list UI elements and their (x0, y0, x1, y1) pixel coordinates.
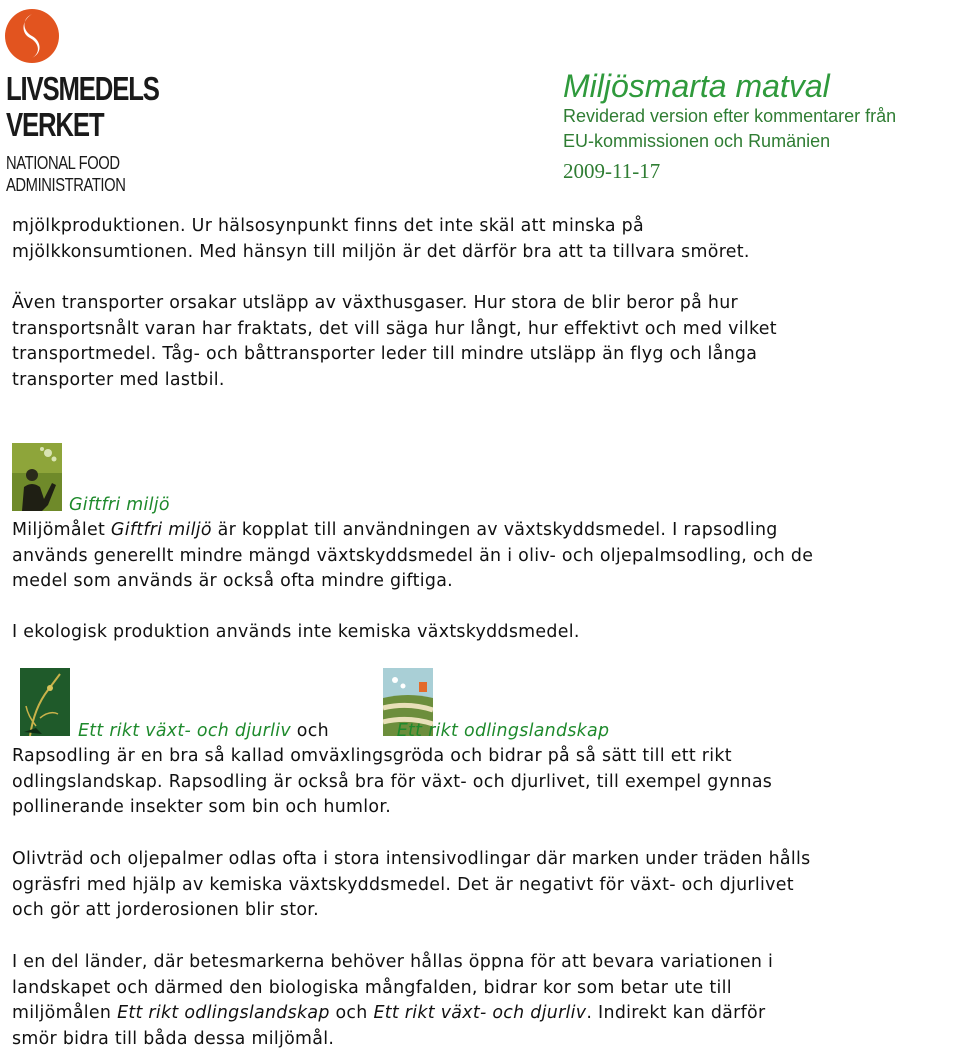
heading-join-text: och (290, 721, 335, 741)
text-run: och (329, 1003, 374, 1024)
document-header (563, 68, 896, 186)
section-heading-odlingslandskap: Ett rikt odlingslandskap (396, 721, 610, 741)
text-line: transportmedel. Tåg- och båttransporter leder till mindre utsläpp än flyg och långa (12, 344, 758, 365)
text-line: I en del länder, där betesmarkerna behöver hållas öppna för att bevara variationen i (12, 952, 774, 972)
paragraph-transport (12, 291, 957, 393)
plant-wildlife-icon (20, 668, 70, 736)
text-line: mjölkkonsumtionen. Med hänsyn till miljön är det därför bra att ta tillvara smöret. (12, 241, 750, 262)
paragraph-giftfri (12, 518, 957, 595)
logo-line-3: NATIONAL FOOD (6, 153, 120, 173)
paragraph-olivtrad (12, 847, 957, 924)
text-run-italic: Ett rikt växt- och djurliv (373, 1003, 587, 1024)
text-line: medel som används är också ofta mindre giftiga. (12, 571, 453, 592)
text-line: mjölkproduktionen. Ur hälsosynpunkt finns det inte skäl att minska på (12, 216, 644, 236)
section-heading-vaxt-djurliv: Ett rikt växt- och djurliv (78, 721, 291, 741)
document-subtitle-2: EU-kommissionen och Rumänien (563, 131, 831, 151)
text-run-italic: Giftfri miljö (110, 520, 212, 540)
text-line: pollinerande insekter som bin och humlor. (12, 797, 392, 818)
logo-line-4: ADMINISTRATION (6, 175, 126, 195)
document-subtitle-1: Reviderad version efter kommentarer från (563, 106, 897, 126)
paragraph-ekologisk (12, 620, 957, 646)
text-line: Rapsodling är en bra så kallad omväxlingsgröda och bidrar på så sätt till ett rikt (12, 746, 732, 766)
paragraph-betesmarker (12, 950, 957, 1052)
logo-line-1: LIVSMEDELS (6, 70, 159, 107)
text-line: transporter med lastbil. (12, 369, 225, 390)
text-line: ogräsfri med hjälp av kemiska växtskyddsmedel. Det är negativt för växt- och djurlivet (12, 874, 794, 895)
paragraph-milk (12, 214, 957, 265)
logo-line-2: VERKET (6, 106, 104, 143)
text-line: och gör att jorderosionen blir stor. (12, 900, 319, 921)
logo-emblem-icon (2, 6, 62, 66)
text-line (12, 1001, 957, 1027)
section-heading-giftfri: Giftfri miljö (69, 495, 170, 515)
agency-logo (2, 6, 159, 196)
section-heading-row (78, 719, 698, 745)
text-line: I ekologisk produktion används inte kemiska växtskyddsmedel. (12, 622, 580, 642)
document-title: Miljösmarta matval (563, 68, 830, 104)
document-date: 2009-11-17 (563, 159, 661, 183)
text-line: transportsnålt varan har fraktats, det vill säga hur långt, hur effektivt och med vilket (12, 318, 777, 339)
person-spraying-icon (12, 443, 62, 511)
text-line: smör bidra till båda dessa miljömål. (12, 1028, 335, 1049)
text-run-italic: Ett rikt odlingslandskap (117, 1003, 330, 1024)
text-line: odlingslandskap. Rapsodling är också bra för växt- och djurlivet, till exempel gynnas (12, 771, 773, 792)
text-run: . Indirekt kan därför (586, 1003, 766, 1024)
text-line: används generellt mindre mängd växtskyddsmedel än i oliv- och oljepalmsodling, och de (12, 545, 814, 566)
text-line: Olivträd och oljepalmer odlas ofta i stora intensivodlingar där marken under träden hålls (12, 849, 811, 869)
text-line: Även transporter orsakar utsläpp av växthusgaser. Hur stora de blir beror på hur (12, 293, 738, 313)
text-run: Miljömålet (12, 520, 111, 540)
paragraph-rapsodling (12, 744, 957, 821)
text-line (12, 518, 957, 544)
text-run: miljömålen (12, 1003, 118, 1024)
text-run: är kopplat till användningen av växtskyddsmedel. I rapsodling (211, 520, 778, 540)
text-line: landskapet och därmed den biologiska mångfalden, bidrar kor som betar ute till (12, 977, 732, 998)
